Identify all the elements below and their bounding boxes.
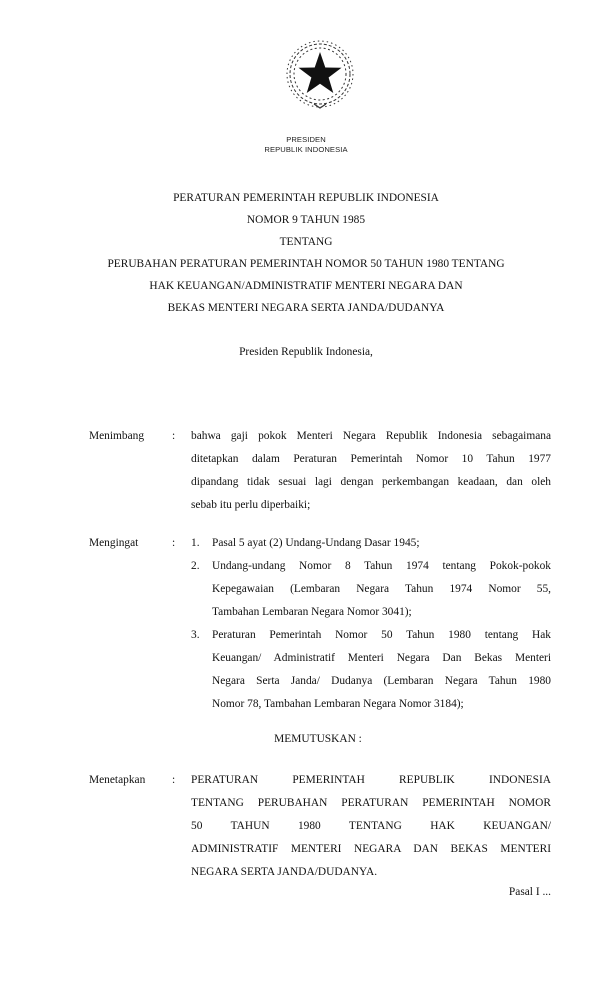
- text-line: TENTANG PERUBAHAN PERATURAN PEMERINTAH NOMOR: [191, 797, 551, 809]
- mengingat-item-text: [212, 624, 551, 716]
- emblem-caption-republic: REPUBLIK INDONESIA: [264, 145, 348, 154]
- title-line: BEKAS MENTERI NEGARA SERTA JANDA/DUDANYA: [167, 302, 445, 314]
- text-line: Pasal 5 ayat (2) Undang-Undang Dasar 1945;: [212, 537, 420, 549]
- title-line: PERUBAHAN PERATURAN PEMERINTAH NOMOR 50 TAHUN 1980 TENTANG: [107, 258, 505, 270]
- title-line: HAK KEUANGAN/ADMINISTRATIF MENTERI NEGARA DAN: [149, 280, 463, 292]
- text-line: PERATURAN PEMERINTAH REPUBLIK INDONESIA: [191, 774, 551, 786]
- title-line: NOMOR 9 TAHUN 1985: [246, 214, 366, 226]
- preamble: Presiden Republik Indonesia,: [239, 346, 373, 358]
- emblem-caption-president: PRESIDEN: [286, 135, 326, 144]
- mengingat-item-number: 1.: [191, 537, 200, 549]
- text-line: dipandang tidak sesuai lagi dengan perkembangan keadaan, dan oleh: [191, 476, 551, 488]
- text-line: ditetapkan dalam Peraturan Pemerintah Nomor 10 Tahun 1977: [191, 453, 551, 465]
- document-title: [0, 187, 612, 319]
- mengingat-item-number: 2.: [191, 560, 200, 572]
- text-line: Kepegawaian (Lembaran Negara Tahun 1974 Nomor 55,: [212, 583, 551, 595]
- memutuskan-heading: MEMUTUSKAN :: [274, 733, 362, 745]
- text-line: Keuangan/ Administratif Menteri Negara Dan Bekas Menteri: [212, 652, 551, 664]
- mengingat-label: Mengingat: [89, 537, 139, 549]
- garuda-emblem-icon: [283, 38, 357, 112]
- menetapkan-label: Menetapkan: [89, 774, 146, 786]
- text-line: Tambahan Lembaran Negara Nomor 3041);: [212, 606, 412, 618]
- text-line: bahwa gaji pokok Menteri Negara Republik Indonesia sebagaimana: [191, 430, 551, 442]
- next-page-reference: Pasal I ...: [508, 886, 551, 898]
- text-line: Negara Serta Janda/ Dudanya (Lembaran Negara Tahun 1980: [212, 675, 551, 687]
- text-line: Nomor 78, Tambahan Lembaran Negara Nomor 3184);: [212, 698, 464, 710]
- text-line: Undang-undang Nomor 8 Tahun 1974 tentang Pokok-pokok: [212, 560, 551, 572]
- text-line: 50 TAHUN 1980 TENTANG HAK KEUANGAN/: [191, 820, 551, 832]
- title-line: TENTANG: [279, 236, 333, 248]
- menetapkan-colon: :: [172, 774, 176, 786]
- mengingat-colon: :: [172, 537, 176, 549]
- title-line: PERATURAN PEMERINTAH REPUBLIK INDONESIA: [173, 192, 439, 204]
- menimbang-colon: :: [172, 430, 176, 442]
- menimbang-text: [191, 425, 551, 517]
- text-line: sebab itu perlu diperbaiki;: [191, 499, 311, 511]
- text-line: Peraturan Pemerintah Nomor 50 Tahun 1980 tentang Hak: [212, 629, 551, 641]
- mengingat-item-text: [212, 555, 551, 624]
- text-line: ADMINISTRATIF MENTERI NEGARA DAN BEKAS MENTERI: [191, 843, 551, 855]
- menimbang-label: Menimbang: [89, 430, 145, 442]
- mengingat-item-text: [212, 532, 551, 555]
- menetapkan-text: [191, 769, 551, 884]
- mengingat-item-number: 3.: [191, 629, 200, 641]
- text-line: NEGARA SERTA JANDA/DUDANYA.: [191, 866, 378, 878]
